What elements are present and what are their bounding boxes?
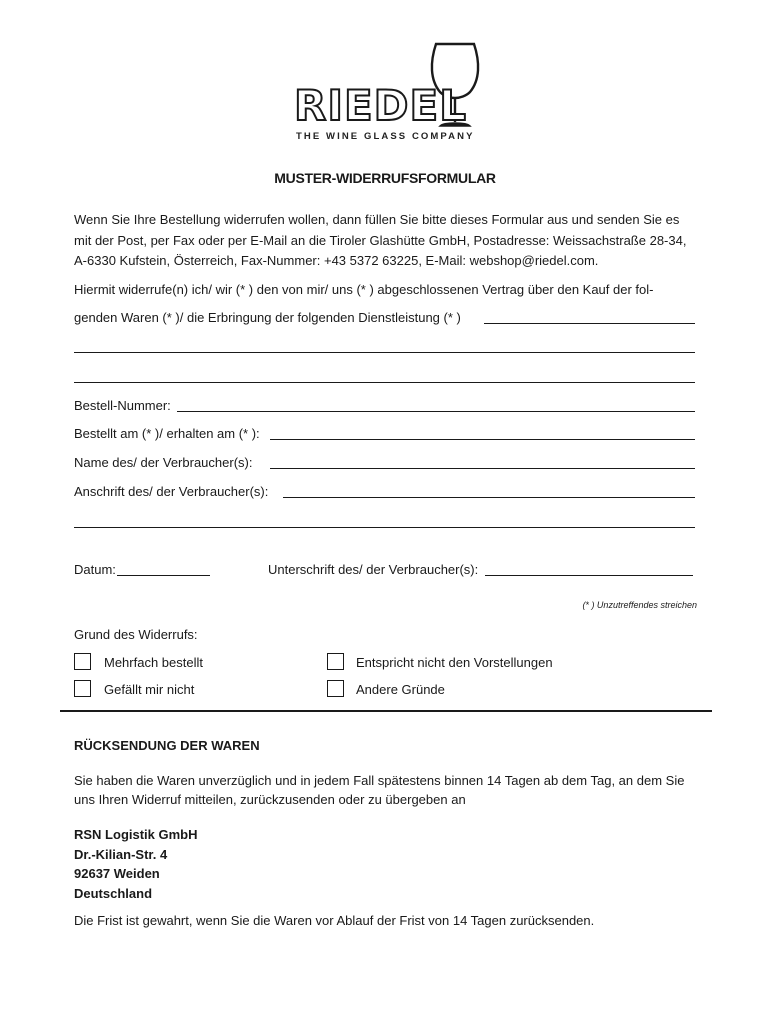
checkbox-label-andere-gruende: Andere Gründe <box>356 682 445 697</box>
checkbox-andere-gruende[interactable] <box>327 680 344 697</box>
return-heading: RÜCKSENDUNG DER WAREN <box>74 738 260 753</box>
order-number-label: Bestell-Nummer: <box>74 398 171 413</box>
goods-input-line-3[interactable] <box>74 382 695 383</box>
checkbox-gefaellt-nicht[interactable] <box>74 680 91 697</box>
checkbox-label-gefaellt-nicht: Gefällt mir nicht <box>104 682 195 697</box>
declaration-line-2: genden Waren (* )/ die Erbringung der folgenden Dienstleistung (* ) <box>74 310 461 325</box>
declaration-line-1: Hiermit widerrufe(n) ich/ wir (* ) den von mir/ uns (* ) abgeschlossenen Vertrag über den Kauf der fol- <box>74 282 654 297</box>
goods-input-line-1[interactable] <box>484 323 695 324</box>
address-line: Dr.-Kilian-Str. 4 <box>74 846 168 862</box>
goods-input-line-2[interactable] <box>74 352 695 353</box>
signature-input[interactable] <box>485 575 693 576</box>
consumer-address-input[interactable] <box>283 497 695 498</box>
consumer-address-input-2[interactable] <box>74 527 695 528</box>
date-label: Datum: <box>74 562 116 577</box>
return-text: Sie haben die Waren unverzüglich und in jedem Fall spätestens binnen 14 Tagen ab dem Tag, an dem Sie uns Ihren Widerruf mitteilen, zurückzusenden oder zu übergeben an <box>74 773 685 807</box>
strike-note: (* ) Unzutreffendes streichen <box>582 600 697 610</box>
address-line: 92637 Weiden <box>74 866 160 881</box>
consumer-address-label: Anschrift des/ der Verbraucher(s): <box>74 484 269 499</box>
signature-label: Unterschrift des/ der Verbraucher(s): <box>268 562 479 577</box>
reason-label: Grund des Widerrufs: <box>74 627 198 642</box>
ordered-received-input[interactable] <box>270 439 695 440</box>
address-line: RSN Logistik GmbH <box>74 827 198 842</box>
form-title: MUSTER-WIDERRUFSFORMULAR <box>274 170 496 186</box>
checkbox-label-entspricht-nicht: Entspricht nicht den Vorstellungen <box>356 655 553 670</box>
order-number-input[interactable] <box>177 411 695 412</box>
date-input[interactable] <box>117 575 210 576</box>
return-address <box>74 825 198 903</box>
checkbox-label-mehrfach-bestellt: Mehrfach bestellt <box>104 655 203 670</box>
checkbox-entspricht-nicht[interactable] <box>327 653 344 670</box>
address-line: Deutschland <box>74 885 153 901</box>
logo-brand: RIEDEL <box>294 81 467 130</box>
deadline-note: Die Frist ist gewahrt, wenn Sie die Waren vor Ablauf der Frist von 14 Tagen zurücksenden. <box>74 913 595 928</box>
logo-tagline: THE WINE GLASS COMPANY <box>296 131 475 142</box>
section-divider <box>60 710 712 712</box>
consumer-name-label: Name des/ der Verbraucher(s): <box>74 455 253 470</box>
checkbox-mehrfach-bestellt[interactable] <box>74 653 91 670</box>
consumer-name-input[interactable] <box>270 468 695 469</box>
ordered-received-label: Bestellt am (* )/ erhalten am (* ): <box>74 426 260 441</box>
intro-paragraph: Wenn Sie Ihre Bestellung widerrufen wollen, dann füllen Sie bitte dieses Formular aus und senden Sie es mit der Post, per Fax oder per E-Mail an die Tiroler Glashütte GmbH, Postadresse: Weissachstraße 28-34, A-6330 Kufstein, Österreich, Fax-Nummer: +43 5372 63225, E-Mail: webshop@riedel.com. <box>74 212 687 268</box>
